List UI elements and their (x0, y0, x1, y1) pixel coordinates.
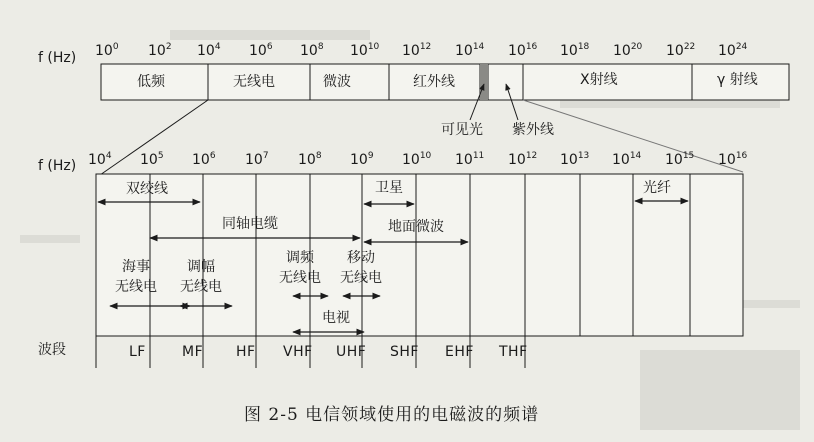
top-axis-tick-base: 10 (402, 43, 420, 59)
visible-light-label: 可见光 (441, 122, 483, 138)
satellite-label: 卫星 (375, 180, 403, 196)
maritime-radio-label: 海事 无线电 (115, 259, 157, 295)
bottom-axis-tick (298, 152, 322, 168)
bottom-axis-tick (350, 152, 374, 168)
band-uhf: UHF (336, 344, 367, 360)
top-axis-tick-exponent: 10 (367, 42, 380, 52)
top-axis-tick (666, 43, 695, 59)
mobile-radio-label: 移动 无线电 (340, 250, 382, 286)
top-axis-tick-exponent: 6 (266, 42, 273, 52)
bottom-axis-tick-base: 10 (612, 152, 630, 168)
bottom-axis-tick (718, 152, 747, 168)
bottom-axis-tick (245, 152, 269, 168)
bottom-axis-tick (455, 152, 484, 168)
top-axis-tick-exponent: 16 (525, 42, 538, 52)
bottom-axis-tick-base: 10 (192, 152, 210, 168)
top-axis-label: f (Hz) (38, 50, 77, 66)
bottom-axis-tick (88, 152, 112, 168)
band-thf: THF (499, 344, 528, 360)
bottom-axis-tick (192, 152, 216, 168)
bottom-axis-tick (612, 152, 641, 168)
bottom-axis-tick-base: 10 (560, 152, 578, 168)
bottom-axis-tick (665, 152, 694, 168)
top-axis-tick-exponent: 24 (735, 42, 748, 52)
top-axis-tick-base: 10 (249, 43, 267, 59)
top-axis-tick-base: 10 (148, 43, 166, 59)
top-axis-tick-exponent: 12 (419, 42, 432, 52)
bottom-axis-tick-exponent: 5 (157, 151, 164, 161)
twisted-pair-label: 双绞线 (126, 181, 168, 197)
bottom-axis-tick-exponent: 8 (315, 151, 322, 161)
bottom-axis-label: f (Hz) (38, 158, 77, 174)
bottom-axis-tick-base: 10 (140, 152, 158, 168)
segment-x-ray: X射线 (580, 72, 618, 88)
top-axis-tick (508, 43, 537, 59)
top-axis-tick (560, 43, 589, 59)
am-radio-label: 调幅 无线电 (180, 259, 222, 295)
segment-gamma-ray: γ 射线 (717, 72, 758, 88)
visible-light-strip (480, 64, 488, 100)
bottom-axis-tick-exponent: 16 (735, 151, 748, 161)
top-axis-tick-base: 10 (197, 43, 215, 59)
band-vhf: VHF (283, 344, 313, 360)
segment-infrared: 红外线 (413, 74, 455, 90)
terrestrial-microwave-label: 地面微波 (388, 219, 444, 235)
band-shf: SHF (390, 344, 419, 360)
top-axis-tick-exponent: 20 (630, 42, 643, 52)
ultraviolet-label: 紫外线 (512, 122, 554, 138)
bottom-axis-tick-exponent: 12 (525, 151, 538, 161)
band-lf: LF (129, 344, 146, 360)
top-axis-tick-base: 10 (300, 43, 318, 59)
top-axis-tick-exponent: 18 (577, 42, 590, 52)
top-axis-tick-exponent: 0 (112, 42, 119, 52)
bottom-axis-tick-exponent: 9 (367, 151, 374, 161)
figure-caption: 图 2-5 电信领域使用的电磁波的频谱 (244, 405, 540, 425)
top-axis-tick-exponent: 22 (683, 42, 696, 52)
band-hf: HF (236, 344, 256, 360)
bottom-axis-tick-base: 10 (665, 152, 683, 168)
top-axis-tick-base: 10 (613, 43, 631, 59)
top-axis-tick-exponent: 14 (472, 42, 485, 52)
top-axis-tick (95, 43, 119, 59)
top-axis-tick (613, 43, 642, 59)
top-axis-tick-exponent: 8 (317, 42, 324, 52)
bottom-axis-tick (140, 152, 164, 168)
fm-radio-label: 调频 无线电 (279, 250, 321, 286)
bottom-axis-tick-exponent: 7 (262, 151, 269, 161)
bottom-axis-tick-exponent: 11 (472, 151, 485, 161)
top-axis-tick (350, 43, 379, 59)
top-axis-tick (148, 43, 172, 59)
bottom-axis-tick-exponent: 6 (209, 151, 216, 161)
fiber-label: 光纤 (643, 180, 671, 196)
band-row-label: 波段 (38, 342, 66, 358)
bottom-axis-tick-base: 10 (402, 152, 420, 168)
bottom-axis-tick (402, 152, 431, 168)
tv-label: 电视 (322, 310, 350, 326)
bottom-axis-tick-exponent: 15 (682, 151, 695, 161)
top-axis-tick (455, 43, 484, 59)
top-axis-tick-base: 10 (560, 43, 578, 59)
band-ehf: EHF (445, 344, 474, 360)
bottom-axis-tick (560, 152, 589, 168)
top-axis-tick-base: 10 (718, 43, 736, 59)
top-axis-tick-base: 10 (455, 43, 473, 59)
top-axis-tick-base: 10 (95, 43, 113, 59)
top-axis-tick (402, 43, 431, 59)
top-axis-tick-base: 10 (508, 43, 526, 59)
bottom-axis-tick-exponent: 10 (419, 151, 432, 161)
top-axis-tick-exponent: 4 (214, 42, 221, 52)
bottom-axis-tick-base: 10 (455, 152, 473, 168)
top-axis-tick-exponent: 2 (165, 42, 172, 52)
bottom-axis-tick-exponent: 4 (105, 151, 112, 161)
top-axis-tick (197, 43, 221, 59)
bottom-axis-tick-base: 10 (245, 152, 263, 168)
segment-radio: 无线电 (233, 74, 275, 90)
bottom-axis-tick-base: 10 (508, 152, 526, 168)
bottom-axis-tick-base: 10 (298, 152, 316, 168)
coax-label: 同轴电缆 (222, 216, 278, 232)
segment-microwave: 微波 (323, 74, 351, 90)
segment-low-frequency: 低频 (137, 74, 165, 90)
bottom-axis-tick-base: 10 (88, 152, 106, 168)
bottom-axis-tick-base: 10 (718, 152, 736, 168)
bottom-axis-tick-exponent: 14 (629, 151, 642, 161)
band-mf: MF (182, 344, 204, 360)
bottom-spectrum-box (96, 174, 743, 336)
top-axis-tick-base: 10 (666, 43, 684, 59)
top-axis-tick (300, 43, 324, 59)
top-axis-tick (249, 43, 273, 59)
bottom-axis-tick-base: 10 (350, 152, 368, 168)
bottom-axis-tick-exponent: 13 (577, 151, 590, 161)
top-axis-tick (718, 43, 747, 59)
bottom-axis-tick (508, 152, 537, 168)
top-axis-tick-base: 10 (350, 43, 368, 59)
